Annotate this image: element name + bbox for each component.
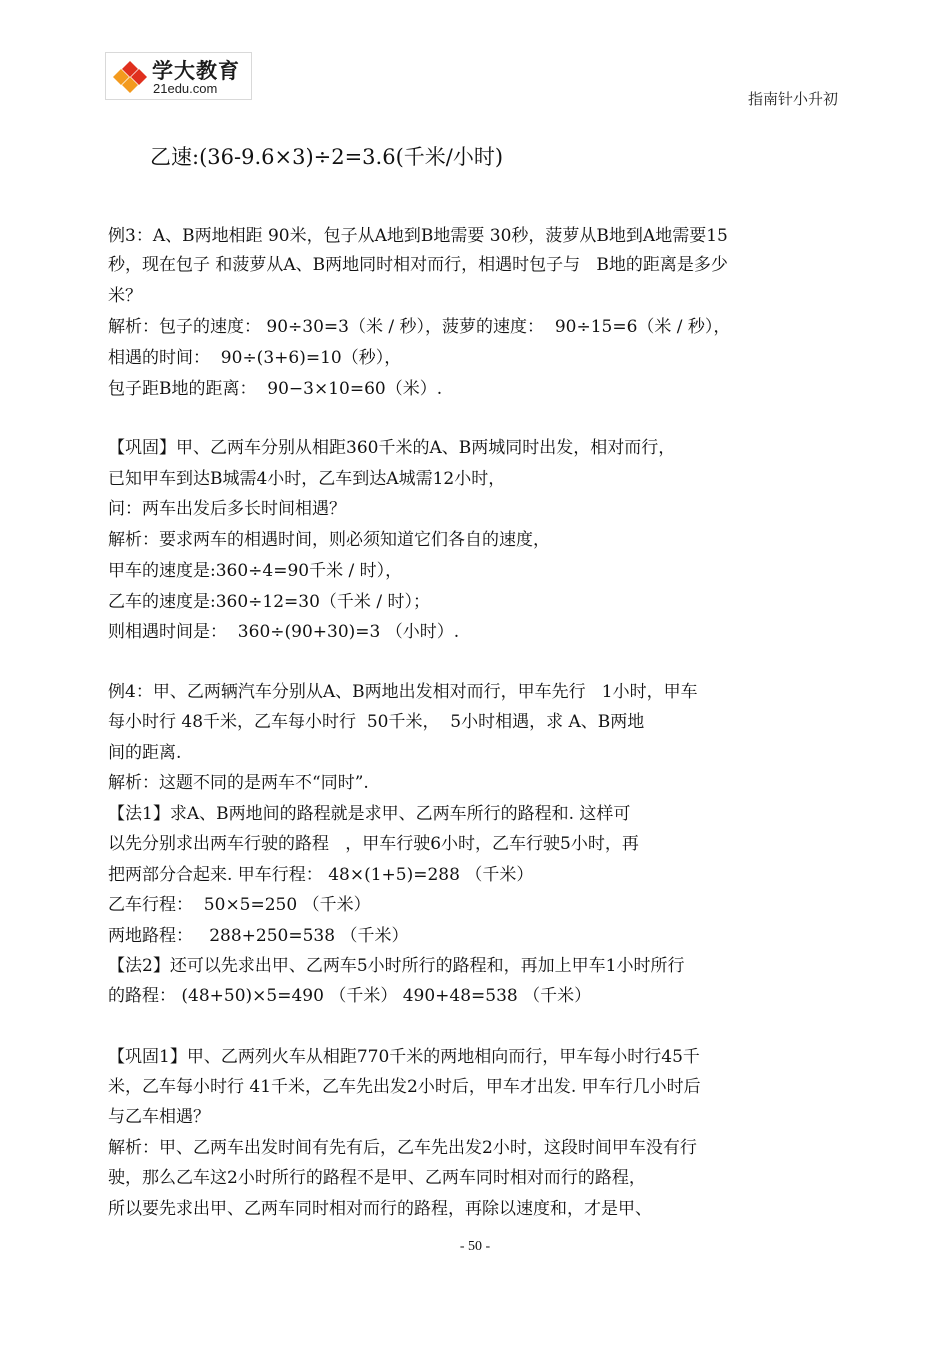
header-title: 指南针小升初	[747, 90, 838, 108]
text-line: 米，乙车每小时行 41千米，乙车先出发2小时后，甲车才出发. 甲车行几小时后	[108, 1077, 701, 1097]
text-line: 则相遇时间是： 360÷(90+30)=3 （小时）.	[108, 622, 460, 642]
text-line: 以先分别求出两车行驶的路程 ，甲车行驶6小时，乙车行驶5小时，再	[108, 834, 639, 854]
text-line: 已知甲车到达B城需4小时，乙车到达A城需12小时，	[108, 469, 506, 489]
text-line: 把两部分合起来. 甲车行程： 48×(1+5)=288 （千米）	[108, 865, 534, 885]
text-line: 驶，那么乙车这2小时所行的路程不是甲、乙两车同时相对而行的路程，	[108, 1168, 646, 1188]
text-line: 秒，现在包子 和菠萝从A、B两地同时相对而行，相遇时包子与 B地的距离是多少	[108, 255, 728, 275]
text-line: 相遇的时间： 90÷(3+6)=10（秒），	[108, 348, 402, 368]
text-line: 包子距B地的距离： 90−3×10=60（米）.	[108, 379, 443, 399]
text-line: 所以要先求出甲、乙两车同时相对而行的路程，再除以速度和，才是甲、	[108, 1199, 652, 1219]
text-line: 例3：A、B两地相距 90米，包子从A地到B地需要 30秒，菠萝从B地到A地需要15	[108, 226, 728, 246]
text-line: 解析：这题不同的是两车不“同时”.	[108, 773, 369, 793]
text-line: 乙车的速度是:360÷12=30（千米 / 时）；	[108, 592, 430, 612]
text-line: 【法1】求A、B两地间的路程就是求甲、乙两车所行的路程和. 这样可	[108, 804, 631, 824]
text-line: 甲车的速度是:360÷4=90千米 / 时），	[108, 561, 403, 581]
logo-mark-icon	[109, 59, 151, 93]
company-logo	[105, 52, 252, 100]
logo-website: 21edu.com	[153, 81, 218, 96]
text-line: 的路程： (48+50)×5=490 （千米） 490+48=538 （千米）	[108, 986, 592, 1006]
text-line: 解析：包子的速度： 90÷30=3（米 / 秒），菠萝的速度： 90÷15=6（米 / 秒），	[108, 317, 731, 337]
text-line: 例4：甲、乙两辆汽车分别从A、B两地出发相对而行，甲车先行 1小时，甲车	[108, 682, 698, 702]
text-line: 问：两车出发后多长时间相遇？	[108, 499, 346, 519]
page-number: - 50 -	[459, 1239, 491, 1254]
text-line: 间的距离.	[108, 743, 182, 763]
text-line: 【巩固】甲、乙两车分别从相距360千米的A、B两城同时出发，相对而行，	[108, 438, 676, 458]
text-line: 两地路程： 288+250=538 （千米）	[108, 926, 409, 946]
text-line: 与乙车相遇？	[108, 1107, 210, 1127]
text-line: 每小时行 48千米，乙车每小时行 50千米， 5小时相遇，求 A、B两地	[108, 712, 645, 732]
formula-line: 乙速:(36-9.6×3)÷2=3.6(千米/小时)	[150, 145, 504, 169]
logo-chinese-name: 学大教育	[152, 59, 240, 83]
text-line: 乙车行程： 50×5=250 （千米）	[108, 895, 371, 915]
text-line: 解析：甲、乙两车出发时间有先有后，乙车先出发2小时，这段时间甲车没有行	[108, 1138, 697, 1158]
text-line: 米？	[108, 286, 142, 306]
text-line: 【法2】还可以先求出甲、乙两车5小时所行的路程和，再加上甲车1小时所行	[108, 956, 685, 976]
text-line: 【巩固1】甲、乙两列火车从相距770千米的两地相向而行，甲车每小时行45千	[108, 1047, 700, 1067]
text-line: 解析：要求两车的相遇时间，则必须知道它们各自的速度，	[108, 530, 550, 550]
